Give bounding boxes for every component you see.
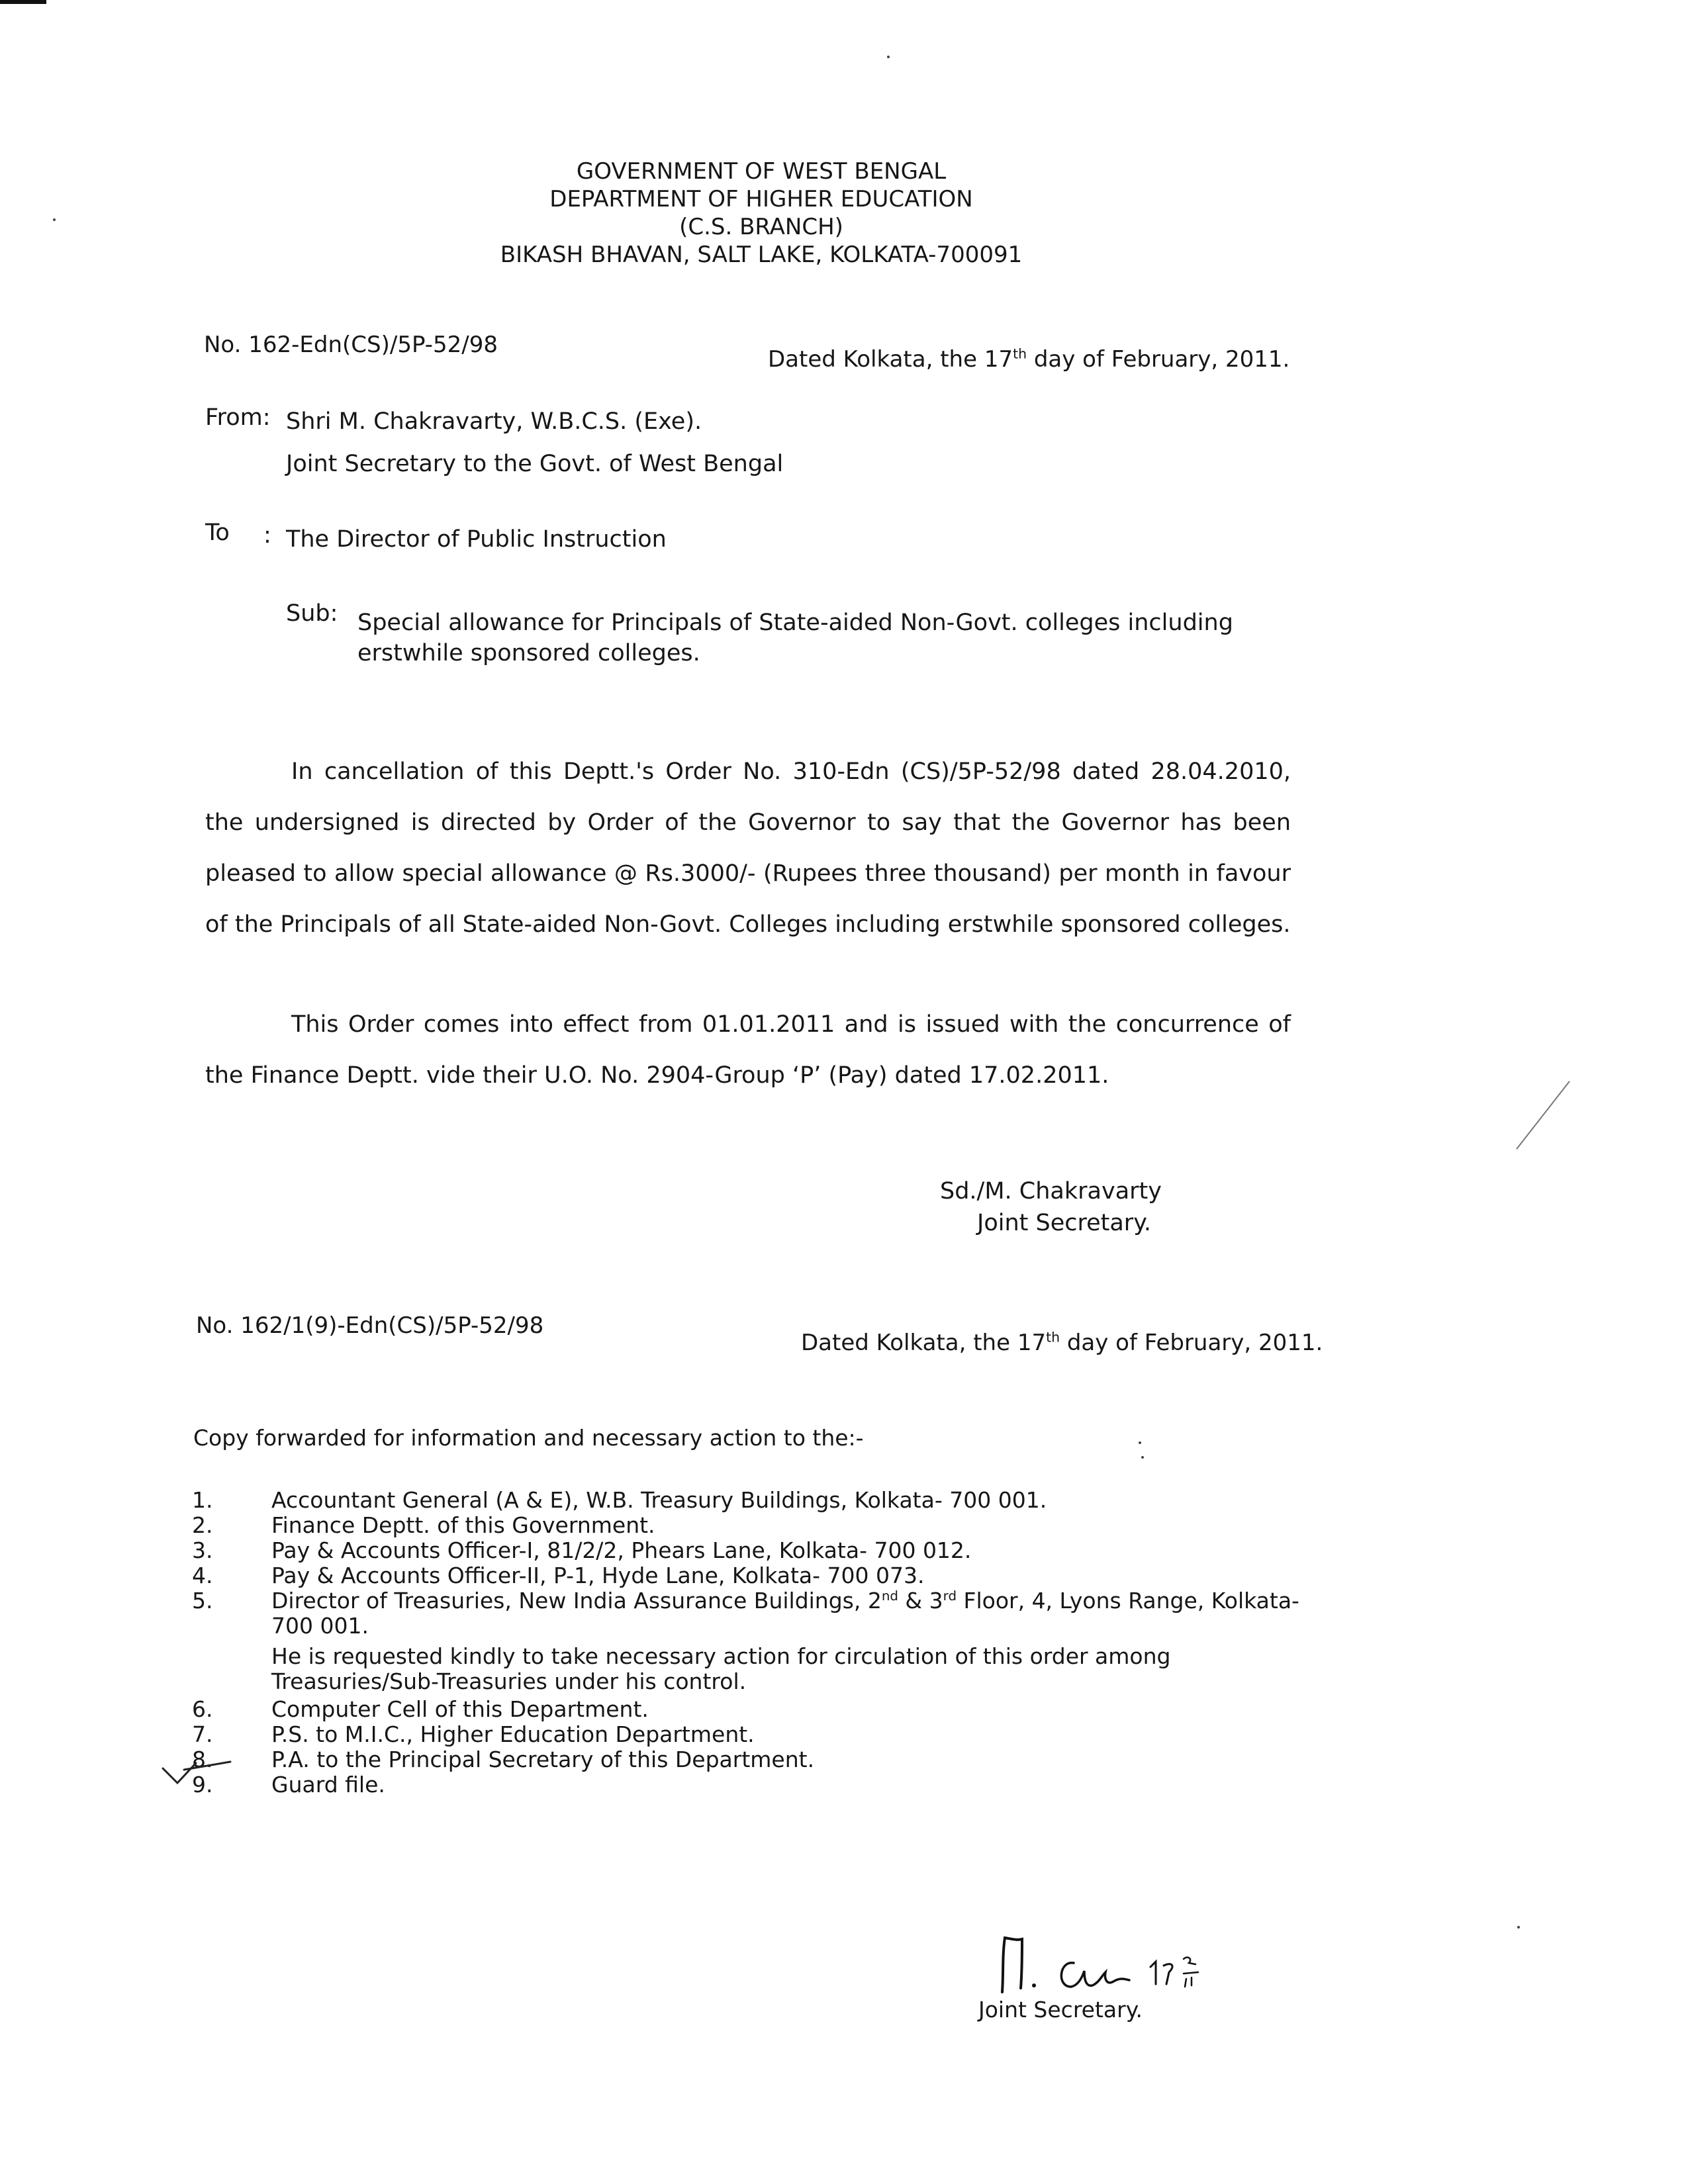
list-item-text-part: Director of Treasuries, New India Assurance Buildings, 2 (271, 1588, 882, 1614)
handwritten-signature (993, 1933, 1211, 2005)
list-item-text: Guard file. (271, 1772, 385, 1797)
treasury-circulation-note: He is requested kindly to take necessary action for circulation of this order among Treasuries/Sub-Treasuries under his control. (271, 1643, 1171, 1694)
scan-speck (53, 218, 56, 221)
subject-line2: erstwhile sponsored colleges. (357, 640, 700, 666)
list-item-text-part: Floor, 4, Lyons Range, Kolkata-700 001. (271, 1588, 1299, 1639)
header-government: GOVERNMENT OF WEST BENGAL (576, 158, 947, 185)
list-item (192, 1697, 1317, 1722)
list-item-text: Finance Deptt. of this Government. (271, 1512, 655, 1538)
list-item-text: Pay & Accounts Officer-II, P-1, Hyde Lane, Kolkata- 700 073. (271, 1563, 925, 1588)
list-item (192, 1513, 1317, 1538)
memo-number: No. 162-Edn(CS)/5P-52/98 (204, 332, 498, 358)
scan-line (1516, 1081, 1570, 1150)
list-item-text: Computer Cell of this Department. (271, 1696, 649, 1722)
document-header (397, 158, 1125, 269)
from-name: Shri M. Chakravarty, W.B.C.S. (Exe). (286, 408, 702, 435)
scan-speck (887, 56, 890, 58)
list-item-sup: nd (881, 1588, 898, 1604)
subject-line1: Special allowance for Principals of State-aided Non-Govt. colleges including (357, 610, 1233, 636)
memo2-date-suffix: day of February, 2011. (1060, 1330, 1323, 1356)
from-label: From: (205, 404, 271, 431)
header-address: BIKASH BHAVAN, SALT LAKE, KOLKATA-700091 (500, 242, 1023, 268)
memo2-date-sup: th (1046, 1329, 1060, 1345)
list-item-sup: rd (943, 1588, 957, 1604)
list-item-text: P.S. to M.I.C., Higher Education Department. (271, 1721, 755, 1747)
list-item (192, 1488, 1317, 1513)
to-recipient: The Director of Public Instruction (286, 526, 667, 553)
signature-title: Joint Secretary. (977, 1210, 1152, 1236)
signature-title-2: Joint Secretary. (978, 1997, 1143, 2023)
scan-corner-mark (0, 0, 46, 4)
memo-date (768, 345, 1289, 374)
list-item-number: 7. (192, 1721, 213, 1747)
header-branch: (C.S. BRANCH) (679, 214, 843, 240)
memo2-date (801, 1329, 1323, 1357)
memo-date-sup: th (1013, 345, 1027, 362)
scan-speck (1141, 1456, 1144, 1459)
list-item-number: 8. (192, 1747, 213, 1772)
from-designation: Joint Secretary to the Govt. of West Bengal (286, 451, 784, 477)
memo2-date-prefix: Dated Kolkata, the 17 (801, 1330, 1047, 1356)
scan-speck (1517, 1926, 1520, 1929)
list-item-number: 9. (192, 1772, 213, 1797)
signature-block-1 (940, 1175, 1162, 1239)
list-item-number: 5. (192, 1588, 213, 1614)
copy-forwarded-intro: Copy forwarded for information and necessary action to the:- (193, 1425, 864, 1451)
list-item-number: 1. (192, 1487, 213, 1513)
list-item-number: 2. (192, 1512, 213, 1538)
list-item (192, 1538, 1317, 1563)
list-item (192, 1588, 1317, 1639)
list-item-text-part: & 3 (898, 1588, 943, 1614)
list-item-text: Accountant General (A & E), W.B. Treasury Buildings, Kolkata- 700 001. (271, 1487, 1047, 1513)
subject-label: Sub: (286, 600, 338, 627)
list-item-text: Pay & Accounts Officer-I, 81/2/2, Phears Lane, Kolkata- 700 012. (271, 1537, 972, 1563)
list-item-number: 3. (192, 1537, 213, 1563)
memo-date-suffix: day of February, 2011. (1027, 346, 1290, 373)
list-item (192, 1722, 1317, 1747)
list-item (192, 1747, 1317, 1772)
to-label: To (205, 520, 230, 546)
memo-date-prefix: Dated Kolkata, the 17 (768, 346, 1013, 373)
body-paragraph-1: In cancellation of this Deptt.'s Order No. 310-Edn (CS)/5P-52/98 dated 28.04.2010, the undersigned is directed by Order of the Governor to say that the Governor has been pleased to allow special allowance @ Rs.3000/- (Rupees three thousand) per month in favour of the Principals of all State-aided Non-Govt. Colleges including erstwhile sponsored colleges. (205, 758, 1291, 938)
memo2-number: No. 162/1(9)-Edn(CS)/5P-52/98 (196, 1312, 544, 1339)
body-paragraph-2: This Order comes into effect from 01.01.2011 and is issued with the concurrence of the Finance Deptt. vide their U.O. No. 2904-Group ‘P’ (Pay) dated 17.02.2011. (205, 1011, 1291, 1089)
to-colon: : (263, 522, 271, 549)
list-item-number: 6. (192, 1696, 213, 1722)
scan-speck (1139, 1441, 1141, 1444)
list-item (192, 1772, 1317, 1797)
list-item-text: P.A. to the Principal Secretary of this Department. (271, 1747, 815, 1772)
list-item-number: 4. (192, 1563, 213, 1588)
handwritten-tick-mark (158, 1754, 237, 1794)
signature-name: Sd./M. Chakravarty (940, 1178, 1162, 1205)
copy-list (192, 1488, 1317, 1797)
header-department: DEPARTMENT OF HIGHER EDUCATION (549, 186, 973, 212)
list-item-text (271, 1588, 1317, 1639)
list-item (192, 1563, 1317, 1588)
